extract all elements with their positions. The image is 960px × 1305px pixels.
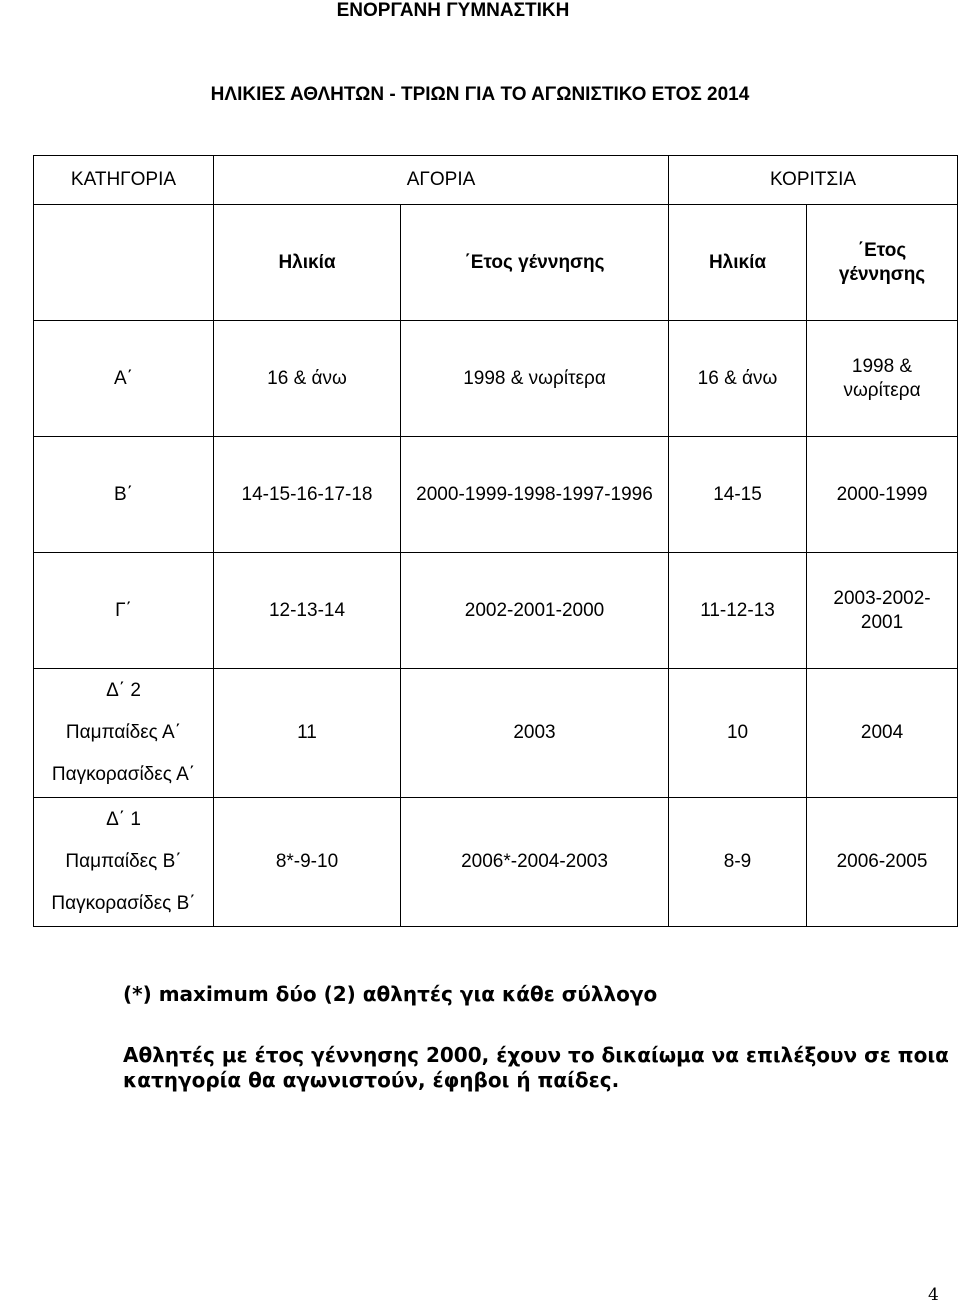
category-cell: Β΄	[34, 437, 214, 553]
maximum-athletes-note: (*) maximum δύο (2) αθλητές για κάθε σύλλογο	[123, 982, 658, 1006]
document-title: ΕΝΟΡΓΑΝΗ ΓΥΜΝΑΣΤΙΚΗ	[336, 0, 570, 21]
table-group-header-row	[34, 156, 958, 205]
girls-age-header: Ηλικία	[669, 205, 807, 321]
girls-birth-year-cell: 2004	[807, 669, 958, 798]
girls-birth-year-header: ΄Ετος γέννησης	[807, 205, 958, 321]
category-line: Δ΄ 1	[106, 809, 141, 830]
category-line: Παμπαίδες Α΄	[65, 722, 182, 743]
category-line: Παγκορασίδες Β΄	[51, 893, 196, 914]
category-header: ΚΑΤΗΓΟΡΙΑ	[34, 156, 214, 205]
table-row	[34, 669, 958, 798]
girls-age-cell: 11-12-13	[669, 553, 807, 669]
boys-age-cell: 12-13-14	[214, 553, 401, 669]
girls-birth-year-cell: 2006-2005	[807, 798, 958, 927]
boys-birth-year-cell: 2002-2001-2000	[401, 553, 669, 669]
document-subtitle: ΗΛΙΚΙΕΣ ΑΘΛΗΤΩΝ - ΤΡΙΩΝ ΓΙΑ ΤΟ ΑΓΩΝΙΣΤΙΚΟ ΕΤΟΣ 2014	[210, 84, 750, 105]
boys-birth-year-cell: 1998 & νωρίτερα	[401, 321, 669, 437]
boys-age-cell: 14-15-16-17-18	[214, 437, 401, 553]
category-line: Δ΄ 2	[106, 680, 141, 701]
boys-birth-year-cell: 2003	[401, 669, 669, 798]
table-row	[34, 321, 958, 437]
girls-age-cell: 8-9	[669, 798, 807, 927]
boys-birth-year-header: ΄Ετος γέννησης	[401, 205, 669, 321]
boys-age-header: Ηλικία	[214, 205, 401, 321]
girls-birth-year-cell: 2003-2002-2001	[807, 553, 958, 669]
boys-age-cell: 11	[214, 669, 401, 798]
table-row	[34, 798, 958, 927]
table-row	[34, 437, 958, 553]
girls-header: ΚΟΡΙΤΣΙΑ	[669, 156, 958, 205]
boys-age-cell: 8*-9-10	[214, 798, 401, 927]
boys-birth-year-cell: 2006*-2004-2003	[401, 798, 669, 927]
category-line: Παγκορασίδες Α΄	[51, 764, 196, 785]
table-row	[34, 553, 958, 669]
girls-birth-year-cell: 1998 & νωρίτερα	[807, 321, 958, 437]
empty-header-cell	[34, 205, 214, 321]
category-line: Παμπαίδες Β΄	[65, 851, 182, 872]
category-cell: Α΄	[34, 321, 214, 437]
girls-age-cell: 16 & άνω	[669, 321, 807, 437]
category-cell	[34, 798, 214, 927]
boys-birth-year-cell: 2000-1999-1998-1997-1996	[401, 437, 669, 553]
birth-year-2000-note: Αθλητές με έτος γέννησης 2000, έχουν το δικαίωμα να επιλέξουν σε ποια κατηγορία θα αγωνιστούν, έφηβοι ή παίδες.	[123, 1043, 949, 1092]
category-cell	[34, 669, 214, 798]
table-sub-header-row	[34, 205, 958, 321]
girls-age-cell: 10	[669, 669, 807, 798]
girls-birth-year-cell: 2000-1999	[807, 437, 958, 553]
girls-age-cell: 14-15	[669, 437, 807, 553]
boys-header: ΑΓΟΡΙΑ	[214, 156, 669, 205]
page-number: 4	[928, 1285, 939, 1305]
boys-age-cell: 16 & άνω	[214, 321, 401, 437]
age-categories-table	[33, 155, 958, 927]
category-cell: Γ΄	[34, 553, 214, 669]
